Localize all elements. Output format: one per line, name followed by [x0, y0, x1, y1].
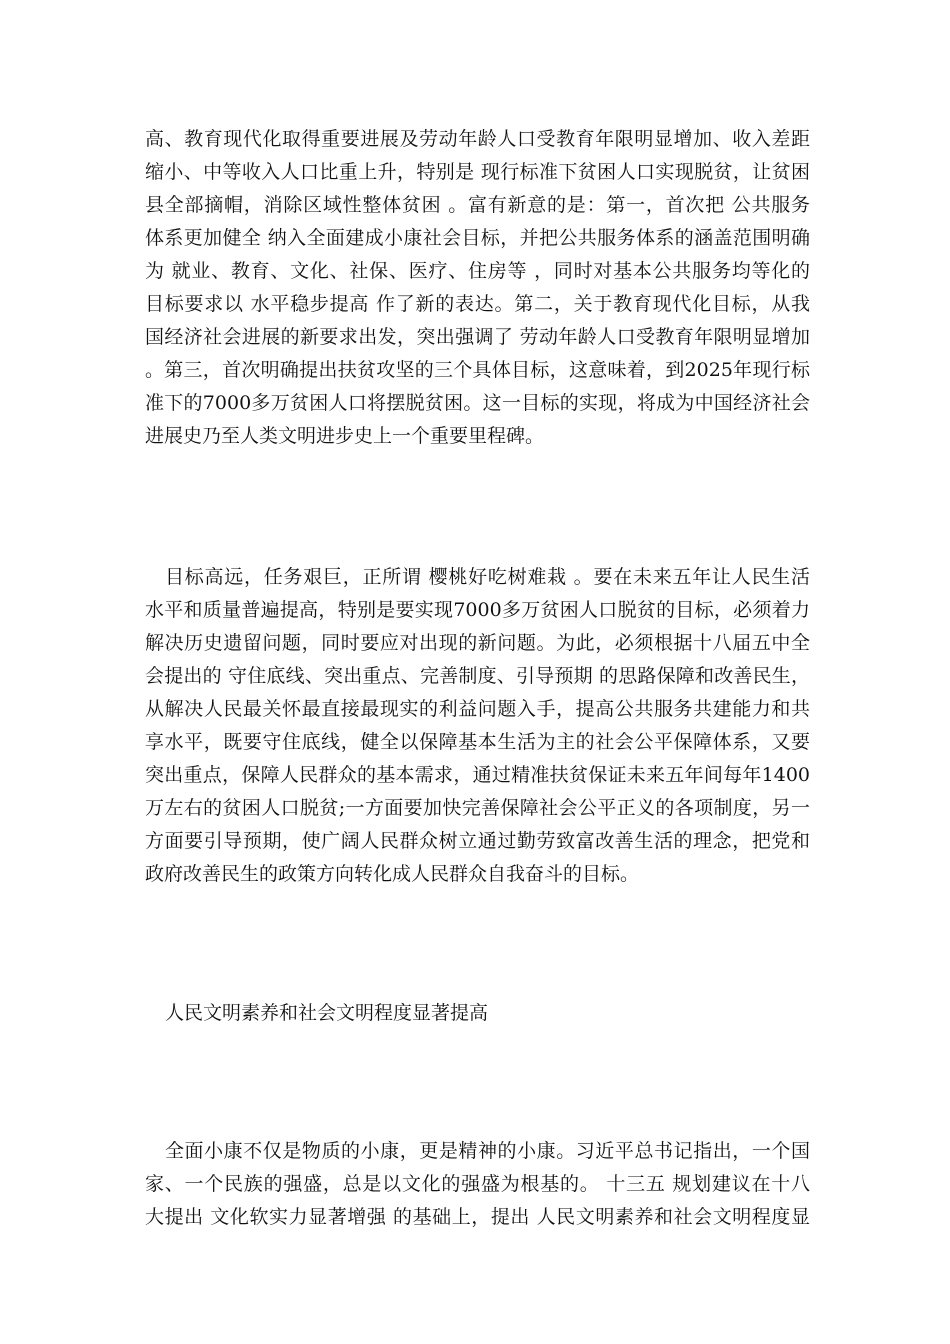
heading-text: 人民文明素养和社会文明程度显著提高 — [165, 1002, 489, 1024]
text-line: 县全部摘帽，消除区域性整体贫困 。富有新意的是：第一，首次把 公共服务 — [145, 194, 810, 216]
text-line: 体系更加健全 纳入全面建成小康社会目标，并把公共服务体系的涵盖范围明确 — [145, 227, 810, 249]
text-line: 方面要引导预期，使广阔人民群众树立通过勤劳致富改善生活的理念，把党和 — [145, 830, 810, 852]
text-line: 国经济社会进展的新要求出发，突出强调了 劳动年龄人口受教育年限明显增加 — [145, 326, 810, 348]
text-line: 。第三，首次明确提出扶贫攻坚的三个具体目标，这意味着，到2025年现行标 — [145, 359, 810, 381]
text-line: 政府改善民生的政策方向转化成人民群众自我奋斗的目标。 — [145, 863, 640, 885]
text-line: 准下的7000多万贫困人口将摆脱贫困。这一目标的实现，将成为中国经济社会 — [145, 392, 810, 414]
text-line: 享水平，既要守住底线，健全以保障基本生活为主的社会公平保障体系，又要 — [145, 731, 810, 753]
text-line: 会提出的 守住底线、突出重点、完善制度、引导预期 的思路保障和改善民生， — [145, 665, 810, 687]
text-line: 突出重点，保障人民群众的基本需求，通过精准扶贫保证未来五年间每年1400 — [145, 764, 810, 786]
text-line: 目标高远，任务艰巨，正所谓 樱桃好吃树难栽 。要在未来五年让人民生活 — [165, 566, 810, 588]
text-line: 全面小康不仅是物质的小康，更是精神的小康。习近平总书记指出，一个国 — [165, 1140, 810, 1162]
text-line: 目标要求以 水平稳步提高 作了新的表达。第二，关于教育现代化目标，从我 — [145, 293, 810, 315]
text-line: 万左右的贫困人口脱贫;一方面要加快完善保障社会公平正义的各项制度，另一 — [145, 797, 810, 819]
text-line: 进展史乃至人类文明进步史上一个重要里程碑。 — [145, 425, 545, 447]
text-line: 缩小、中等收入人口比重上升，特别是 现行标准下贫困人口实现脱贫，让贫困 — [145, 161, 810, 183]
text-line: 高、教育现代化取得重要进展及劳动年龄人口受教育年限明显增加、收入差距 — [145, 128, 810, 150]
text-line: 水平和质量普遍提高，特别是要实现7000多万贫困人口脱贫的目标，必须着力 — [145, 599, 810, 621]
text-line: 家、一个民族的强盛，总是以文化的强盛为根基的。 十三五 规划建议在十八 — [145, 1173, 810, 1195]
text-line: 为 就业、教育、文化、社保、医疗、住房等 ，同时对基本公共服务均等化的 — [145, 260, 810, 282]
text-line: 从解决人民最关怀最直接最现实的利益问题入手，提高公共服务共建能力和共 — [145, 698, 810, 720]
text-line: 解决历史遗留问题，同时要应对出现的新问题。为此，必须根据十八届五中全 — [145, 632, 810, 654]
text-line: 大提出 文化软实力显著增强 的基础上，提出 人民文明素养和社会文明程度显 — [145, 1206, 810, 1228]
